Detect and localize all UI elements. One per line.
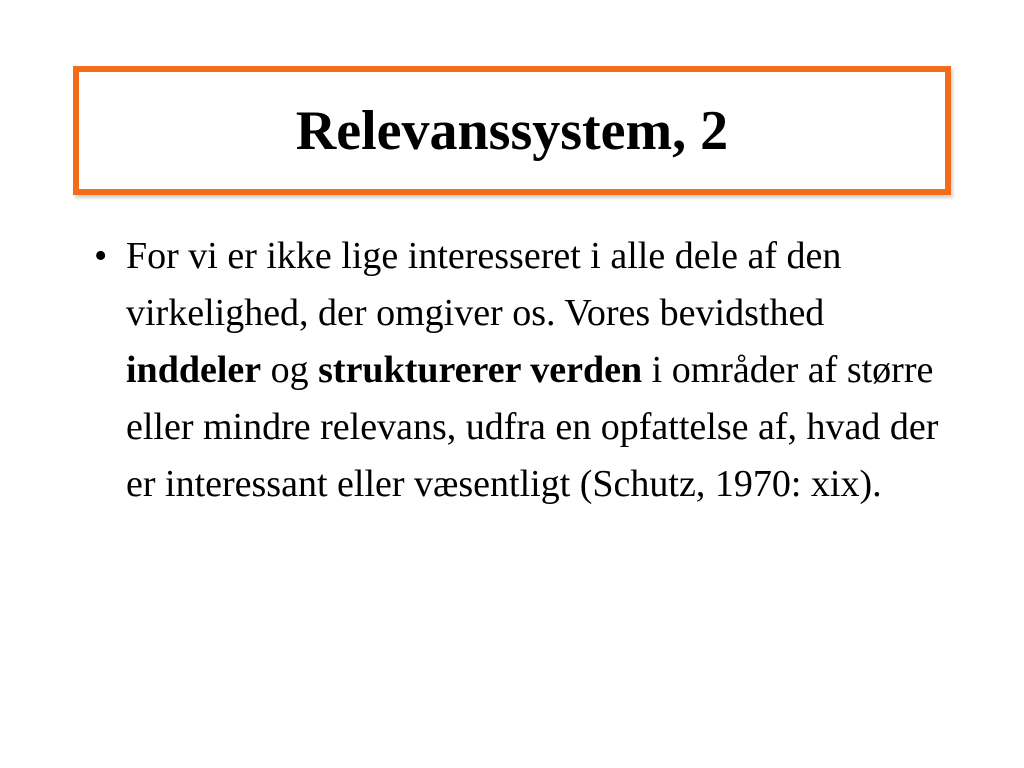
slide-body [92,228,942,513]
bullet-text-segment: For vi er ikke lige interesseret i alle dele af den virkelighed, der omgiver os. Vores bevidsthed [126,235,842,334]
bullet-item [92,228,942,513]
title-box [73,66,951,195]
slide-title: Relevanssystem, 2 [295,99,729,162]
bullet-bold-strukturerer-verden: strukturerer verden [318,349,643,391]
bullet-text [126,235,938,505]
bullet-text-segment: og [261,349,319,391]
bullet-text-segment: i områder af større eller mindre relevans, udfra en opfattelse af, hvad der er interessant eller væsentligt (Schutz, 1970: xix). [126,349,939,505]
bullet-bold-inddeler: inddeler [126,349,262,391]
bullet-icon: • [94,235,108,277]
